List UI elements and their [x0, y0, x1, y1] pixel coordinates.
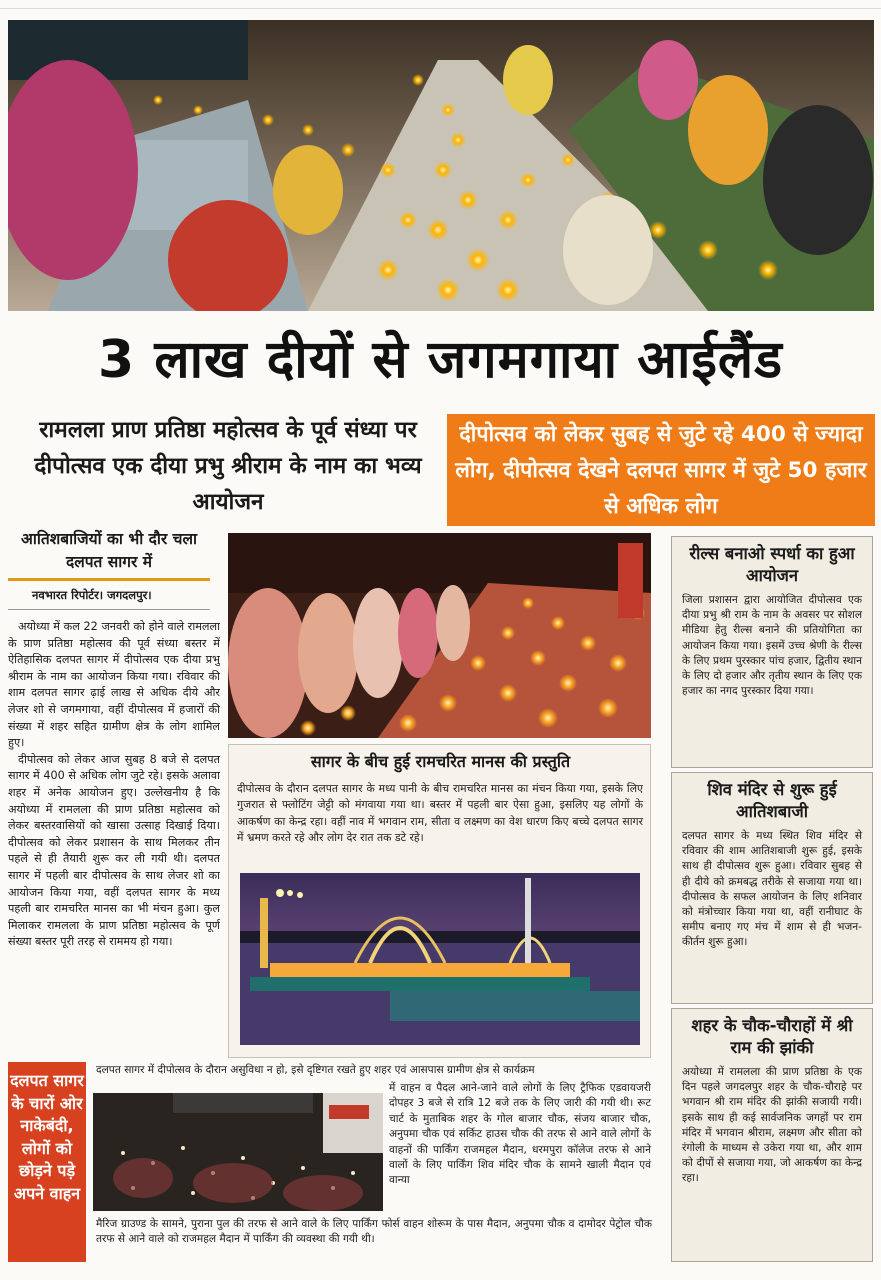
diya-lighting-photo — [8, 20, 874, 311]
left-column-body — [8, 619, 220, 1059]
crowd-photo — [93, 1093, 383, 1211]
side-story-body: दलपत सागर के मध्य स्थित शिव मंदिर से रविवार की शाम आतिशबाजी शुरू हुई, इसके साथ ही दीपोत्सव शुरू हुआ। रविवार सुबह से ही दीये को क्रमबद्ध तरीके से सजाया गया था। दीपोत्सव के सफल आयोजन के लिए शनिवार को मंत्रोच्चार किया गया था, वहीं रानीघाट के समीप बनाए गए मंच में शाम से ही भजन-कीर्तन शुरू हुआ। — [682, 830, 862, 949]
bottom-story-top-line: दलपत सागर में दीपोत्सव के दौरान असुविधा न हो, इसे दृष्टिगत रखते हुए शहर एवं आसपास ग्रामीण क्षेत्र से कार्यक्रम — [96, 1064, 535, 1076]
paragraph: अयोध्या में कल 22 जनवरी को होने वाले रामलला के प्राण प्रतिष्ठा महोत्सव की पूर्व संध्या बस्तर में ऐतिहासिक दलपत सागर में दीपोत्सव एक दीया प्रभु श्रीराम के नाम का आयोजन किया गया। रविवार की शाम दलपत सागर ढ़ाई लाख से अधिक दीये और लेजर शो से जगमगाया, वहीं दीपोत्सव में हजारों की संख्या में शहर सहित ग्रामीण क्षेत्र के लोग शामिल हुए। — [8, 620, 220, 750]
middle-story-body: दीपोत्सव के दौरान दलपत सागर के मध्य पानी के बीच रामचरित मानस का मंचन किया गया, इसके लिए गुजरात से फ्लोटिंग जेट्टी को मंगवाया गया था। बस्तर में पहली बार ऐसा हुआ, इसलिए यह लोगों के आकर्षण का केन्द्र रहा। वहीं नाव में भगवान राम, सीता व लक्ष्मण का वेश धारण किए बच्चे दलपत सागर में भ्रमण करते रहे और लोग देर रात तक डटे रहे। — [237, 782, 643, 845]
subheadline: रामलला प्राण प्रतिष्ठा महोत्सव के पूर्व संध्या पर दीपोत्सव एक दीया प्रभु श्रीराम के नाम का भव्य आयोजन — [34, 417, 422, 515]
floating-stage-photo — [240, 873, 640, 1045]
heading-rule — [8, 578, 210, 581]
bottom-red-heading: दलपत सागर के चारों ओर नाकेबंदी, लोगों को छोड़ने पड़े अपने वाहन — [8, 1062, 86, 1262]
middle-story-heading: सागर के बीच हुई रामचरित मानस की प्रस्तुति — [310, 752, 571, 771]
side-story-body: अयोध्या में रामलला की प्राण प्रतिष्ठा के एक दिन पहले जगदलपुर शहर के चौक-चौराहे पर भगवान श्री राम मंदिर की झांकी सजायी गयी। इसके साथ ही कई सार्वजनिक जगहों पर राम मंदिर में भगवान श्रीराम, लक्ष्मण और सीता को रंगोली के माध्यम से उकेरा गया था, और शाम को दीपों से सजाया गया, जो आकर्षण का केन्द्र रहा। — [682, 1066, 862, 1185]
highlight-box: दीपोत्सव को लेकर सुबह से जुटे रहे 400 से ज्यादा लोग, दीपोत्सव देखने दलपत सागर में जुटे 50 हजार से अधिक लोग — [447, 414, 875, 526]
bottom-story-right-text: में वाहन व पैदल आने-जाने वाले लोगों के लिए ट्रैफिक एडवायजरी दोपहर 3 बजे से रात्रि 12 बजे तक के लिए जारी की गयी थी। रूट चार्ट के मुताबिक शहर के गोल बाजार चौक, संजय बाजार चौक, अनुपमा चौक एवं सर्किट हाउस चौक की तरफ से आने वाले लोगों के वाहनों की पार्किंग राजमहल मैदान, धरमपुरा कॉलेज तरफ से आने वालों के लिए पार्किंग शिव मंदिर चौक के सामने खाली मैदान एवं वान्या — [389, 1082, 651, 1187]
side-story-heading: रील्स बनाओ स्पर्धा का हुआ आयोजन — [689, 544, 855, 585]
byline-rule — [8, 609, 210, 610]
side-story-heading: शिव मंदिर से शुरू हुई आतिशबाजी — [707, 780, 837, 821]
side-story-heading: शहर के चौक-चौराहों में श्री राम की झांकी — [691, 1016, 853, 1057]
paragraph: दीपोत्सव को लेकर आज सुबह 8 बजे से दलपत सागर में 400 से अधिक लोग जुटे रहे। इसके अलावा शहर में अनेक आयोजन हुए। उल्लेखनीय है कि अयोध्या में रामलला की प्राण प्रतिष्ठा महोत्सव को लेकर बस्तरवासियों को खासा उत्साह दिखाई दिया। दीपोत्सव को लेकर प्रशासन के साथ मिलकर तीन पहले से ही तैयारी शुरू कर ली गयी थी। दलपत सागर में पहली बार दीपोत्सव के साथ लेजर शो का आयोजन किया गया, वहीं दलपत सागर के मध्य पहली बार रामचरित मानस का भी मंचन हुआ। कुल मिलाकर रामलला के प्राण प्रतिष्ठा महोत्सव के पूर्ण संख्या बस्तर पूरी तरह से राममय हो गया। — [8, 752, 220, 949]
side-story-reels — [671, 536, 873, 768]
girls-with-diyas-photo — [228, 533, 651, 738]
bottom-story-bottom-text: मैरिज ग्राउण्ड के सामने, पुराना पुल की तरफ से आने वाले के लिए पार्किंग फोर्स वाहन शोरूम के पास मैदान, अनुपमा चौक व दामोदर पेट्रोल चौक तरफ से आने वाले को राजमहल मैदान में पार्किंग की व्यवस्था की गयी थी। — [96, 1218, 652, 1246]
side-story-jhanki — [671, 1008, 873, 1262]
side-story-body: जिला प्रशासन द्वारा आयोजित दीपोत्सव एक दीया प्रभु श्री राम के नाम के अवसर पर सोशल मीडिया हेतु रील्स बनाने की प्रतियोगिता का आयोजन किया गया। इसमें उच्च श्रेणी के रील्स के लिए प्रथम पुरस्कार पांच हजार, द्वितीय स्थान के लिए दो हजार और तृतीय स्थान के लिए एक हजार का नगद पुरस्कार दिया गया। — [682, 594, 862, 698]
main-headline: 3 लाख दीयों से जगमगाया आईलैंड — [98, 330, 783, 390]
left-column-heading: आतिशबाजियों का भी दौर चला दलपत सागर में — [21, 530, 197, 571]
middle-story-box — [228, 744, 651, 1058]
top-edge-strip — [0, 0, 881, 9]
byline: नवभारत रिपोर्टर। जगदलपुर। — [32, 588, 152, 602]
side-story-fireworks — [671, 772, 873, 1004]
